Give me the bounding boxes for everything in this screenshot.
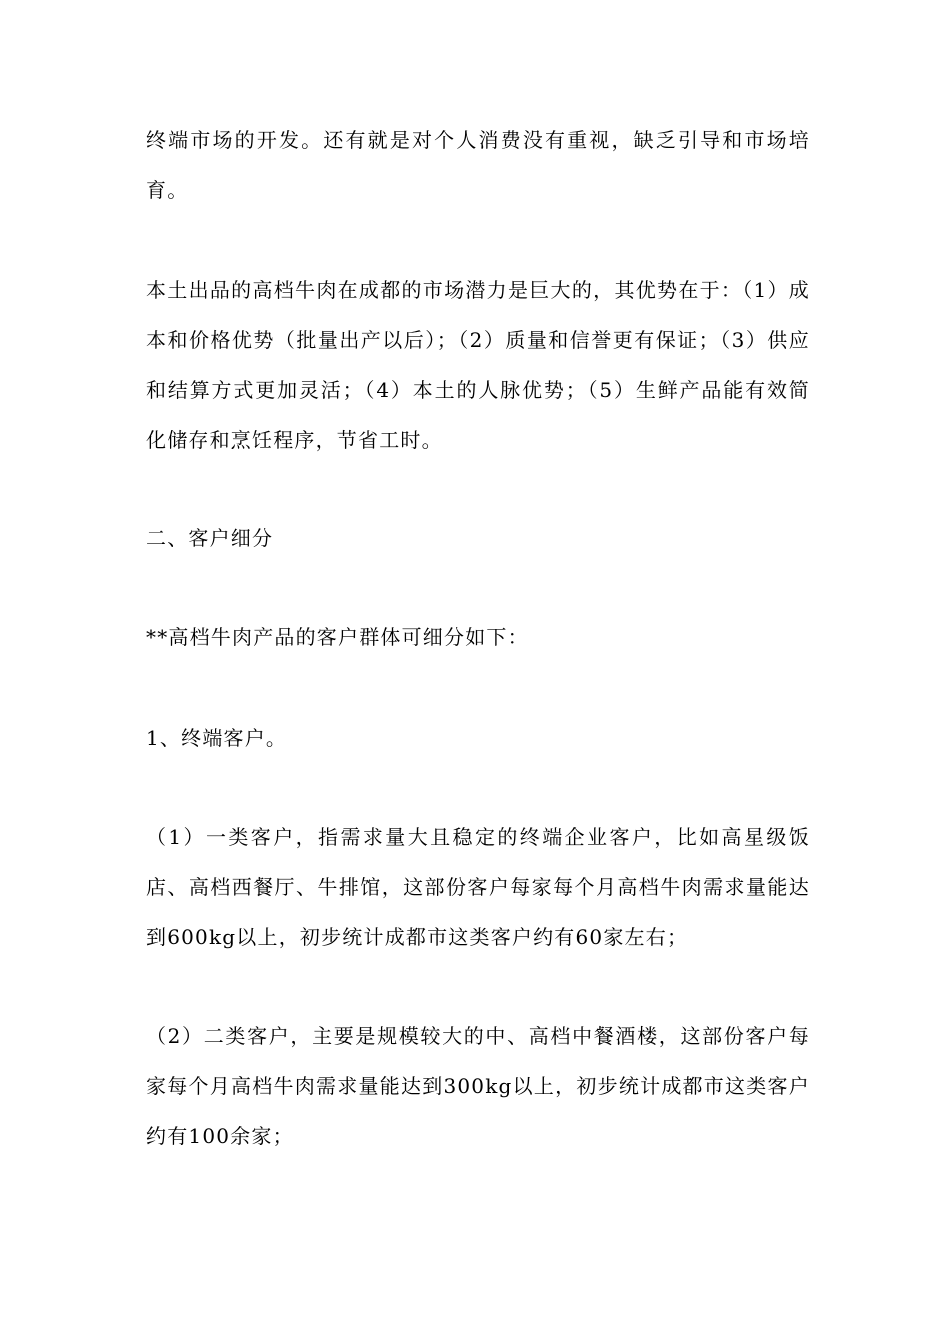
paragraph-local-advantages: 本土出品的高档牛肉在成都的市场潜力是巨大的，其优势在于：（1）成本和价格优势（批量出产以后）；（2）质量和信誉更有保证；（3）供应和结算方式更加灵活；（4）本土的人脉优势；（5）生鲜产品能有效简化储存和烹饪程序，节省工时。 [146,278,810,452]
subheading-terminal-customers: 1、终端客户。 [146,726,288,750]
paragraph-class-two-customers: （2）二类客户，主要是规模较大的中、高档中餐酒楼，这部份客户每家每个月高档牛肉需求量能达到300kg以上，初步统计成都市这类客户约有100余家； [146,1024,810,1148]
section-heading-customer-segmentation: 二、客户细分 [146,526,274,550]
paragraph-market-development: 终端市场的开发。还有就是对个人消费没有重视，缺乏引导和市场培育。 [146,128,810,202]
paragraph-segmentation-intro: **高档牛肉产品的客户群体可细分如下： [146,625,529,649]
paragraph-class-one-customers: （1）一类客户，指需求量大且稳定的终端企业客户，比如高星级饭店、高档西餐厅、牛排馆，这部份客户每家每个月高档牛肉需求量能达到600kg以上，初步统计成都市这类客户约有60家左右； [146,825,810,949]
